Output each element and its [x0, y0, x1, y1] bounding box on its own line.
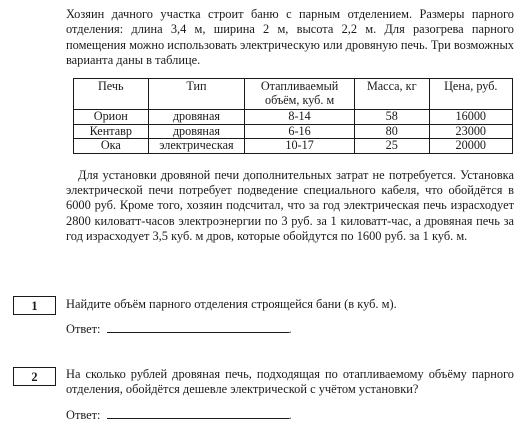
stove-options-table: [73, 78, 513, 154]
table-row: [74, 139, 513, 154]
table-cell: 58: [354, 110, 429, 125]
task-question: На сколько рублей дровяная печь, подходящая по отапливаемому объёму парного отделения, обойдётся дешевле электрической с учётом установки?: [66, 367, 514, 397]
column-header-mass: Масса, кг: [354, 79, 429, 110]
column-header-type: Тип: [148, 79, 245, 110]
answer-row: [66, 321, 292, 337]
table-cell: 8-14: [245, 110, 355, 125]
column-header-price: Цена, руб.: [429, 79, 512, 110]
answer-field[interactable]: [107, 407, 289, 419]
table-cell: 10-17: [245, 139, 355, 154]
table-cell: 23000: [429, 124, 512, 139]
table-cell: дровяная: [148, 124, 245, 139]
table-cell: 6-16: [245, 124, 355, 139]
table-cell: Ока: [74, 139, 149, 154]
table-row: [74, 110, 513, 125]
table-cell: 80: [354, 124, 429, 139]
problem-intro: Хозяин дачного участка строит баню с парным отделением. Размеры парного отделения: длина 3,4 м, ширина 2 м, высота 2,2 м. Для разогрева парного помещения можно использовать электрическую или дровяную печь. Три возможных варианта даны в таблице.: [66, 7, 514, 68]
table-cell: Кентавр: [74, 124, 149, 139]
problem-conditions: Для установки дровяной печи дополнительных затрат не потребуется. Установка электрической печи потребует подведение специального кабеля, что обойдётся в 6000 руб. Кроме того, хозяин подсчитал, что за год электрическая печь израсходует 2800 киловатт-часов электроэнергии по 3 руб. за 1 киловатт-час, а дровяная печь за год израсходует 3,5 куб. м дров, которые обойдутся по 1600 руб. за 1 куб. м.: [66, 168, 514, 243]
table-cell: 25: [354, 139, 429, 154]
task-number-box: 1: [13, 296, 56, 315]
table-cell: 16000: [429, 110, 512, 125]
table-row: [74, 124, 513, 139]
table-cell: Орион: [74, 110, 149, 125]
answer-period: .: [288, 322, 292, 336]
answer-row: [66, 407, 292, 423]
task-question: Найдите объём парного отделения строящейся бани (в куб. м).: [66, 297, 397, 311]
answer-period: .: [288, 408, 292, 422]
answer-label: Ответ:: [66, 322, 101, 336]
answer-field[interactable]: [107, 321, 289, 333]
task-number-box: 2: [13, 367, 56, 386]
table-header-row: [74, 79, 513, 110]
table-cell: 20000: [429, 139, 512, 154]
column-header-volume: Отапливаемый объём, куб. м: [245, 79, 355, 110]
table-cell: электрическая: [148, 139, 245, 154]
answer-label: Ответ:: [66, 408, 101, 422]
table-cell: дровяная: [148, 110, 245, 125]
column-header-stove: Печь: [74, 79, 149, 110]
